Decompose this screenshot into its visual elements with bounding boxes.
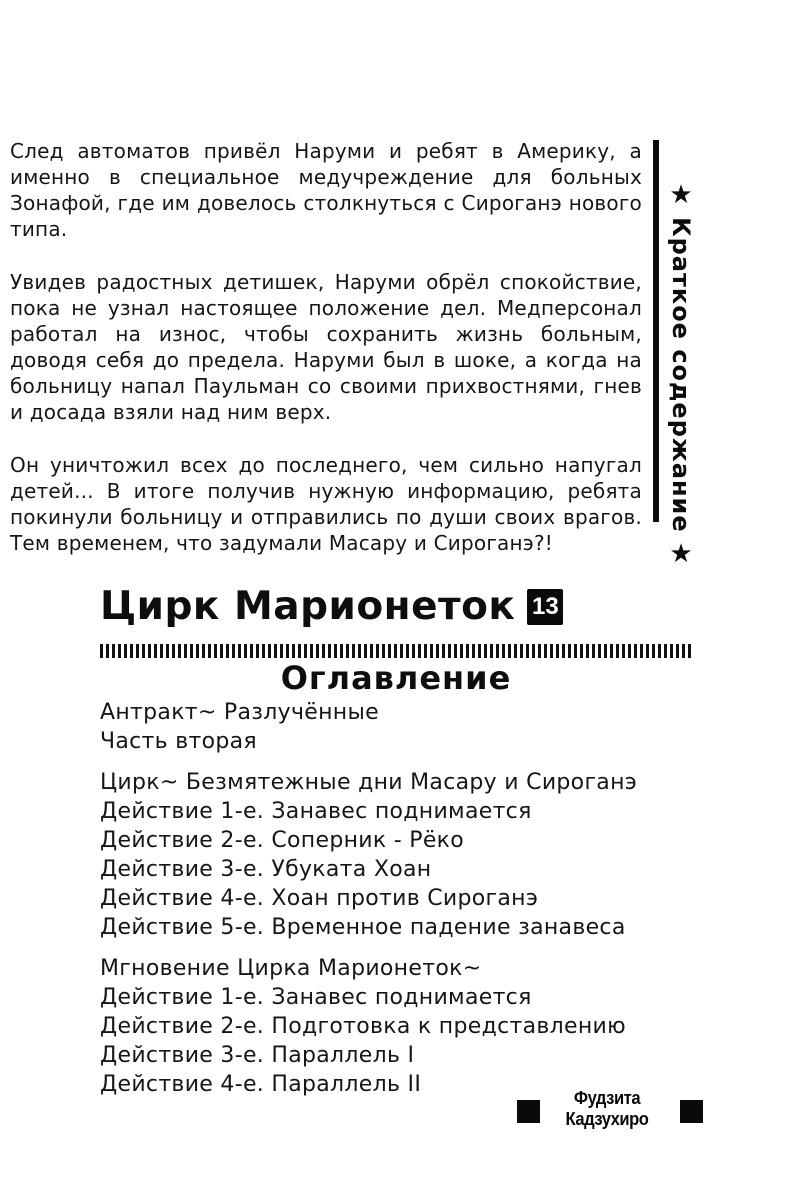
toc-entry: Антракт~ Разлучённые xyxy=(100,700,379,725)
toc-group-moment xyxy=(100,954,692,1099)
vertical-divider-rule xyxy=(653,140,659,522)
toc-group-intermission xyxy=(100,698,692,756)
synopsis-paragraph-1: След автоматов привёл Наруми и ребят в Америку, а именно в специальное медучреждение для больных Зонафой, где им довелось столкнуться с Сироганэ нового типа. xyxy=(10,139,642,241)
title-row xyxy=(100,584,692,629)
synopsis-block xyxy=(10,138,642,556)
synopsis-sidebar-caption xyxy=(660,180,702,570)
toc-entry: Часть вторая xyxy=(100,729,257,754)
toc-entry: Действие 4-е. Параллель II xyxy=(100,1072,422,1097)
striped-divider xyxy=(100,644,692,658)
volume-number-badge: 13 xyxy=(527,589,563,625)
toc-entry: Действие 5-е. Временное падение занавеса xyxy=(100,915,626,940)
toc-list xyxy=(100,698,692,1111)
author-name xyxy=(547,1088,667,1130)
toc-entry: Действие 3-е. Убуката Хоан xyxy=(100,857,432,882)
toc-entry: Действие 1-е. Занавес поднимается xyxy=(100,799,532,824)
synopsis-paragraph-3: Он уничтожил всех до последнего, чем сильно напугал детей... В итоге получив нужную информацию, ребята покинули больницу и отправились по души своих врагов. Тем временем, что задумали Масару и Сироганэ?! xyxy=(10,453,642,555)
author-name-line1: Фудзита xyxy=(573,1088,641,1108)
toc-entry: Мгновение Цирка Марионеток~ xyxy=(100,956,482,981)
sidebar-caption-label: Краткое содержание xyxy=(667,217,695,533)
star-icon: ★ xyxy=(666,180,696,211)
synopsis-paragraph-2: Увидев радостных детишек, Наруми обрёл спокойствие, пока не узнал настоящее положение дел. Медперсонал работал на износ, чтобы сохранить жизнь больным, доводя себя до предела. Наруми был в шоке, а когда на больницу напал Паульман со своими прихвостнями, гнев и досада взяли над ним верх. xyxy=(10,270,642,424)
toc-group-circus xyxy=(100,768,692,942)
toc-entry: Действие 3-е. Параллель I xyxy=(100,1043,415,1068)
star-icon: ★ xyxy=(666,538,696,570)
toc-entry: Действие 4-е. Хоан против Сироганэ xyxy=(100,886,539,911)
toc-entry: Действие 2-е. Соперник - Рёко xyxy=(100,828,465,853)
author-name-line2: Кадзухиро xyxy=(565,1109,649,1129)
toc-heading: Оглавление xyxy=(280,659,512,697)
toc-entry: Цирк~ Безмятежные дни Масару и Сироганэ xyxy=(100,770,638,795)
black-square-icon xyxy=(517,1100,540,1123)
toc-entry: Действие 2-е. Подготовка к представлению xyxy=(100,1014,626,1039)
black-square-icon xyxy=(680,1100,703,1123)
book-title: Цирк Марионеток xyxy=(100,584,516,629)
author-credit xyxy=(510,1088,705,1138)
toc-entry: Действие 1-е. Занавес поднимается xyxy=(100,985,532,1010)
